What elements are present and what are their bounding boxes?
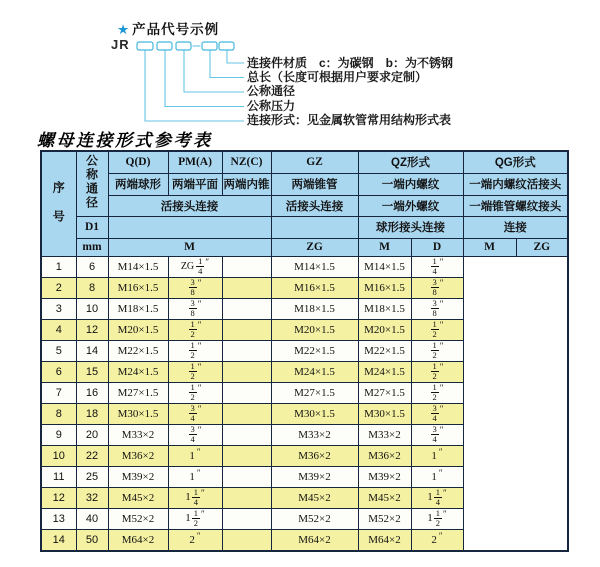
diagram-title-text: 产品代号示例 (132, 22, 220, 37)
cell-mm: 12 (76, 319, 108, 340)
cell-qz-d: M27×1.5 (271, 382, 358, 403)
cell-gz-thread: $\frac{3}{8}$ ″ (168, 277, 222, 298)
table-row (41, 424, 568, 445)
nut-connection-table (40, 150, 569, 552)
cell-qz-m (222, 445, 271, 466)
cell-qg-zg: $\frac{1}{2}$ ″ (411, 340, 463, 361)
cell-gz-thread: $\frac{1}{2}$ ″ (168, 319, 222, 340)
cell-gz-thread: $\frac{3}{4}$ ″ (168, 403, 222, 424)
cell-mm: 6 (76, 256, 108, 277)
header-pm: PM(A) (168, 151, 222, 173)
cell-qg-zg: $\frac{1}{2}$ ″ (411, 361, 463, 382)
cell-qg-m: M36×2 (358, 445, 411, 466)
cell-qg-m: M14×1.5 (358, 256, 411, 277)
cell-gz-thread: 1 $\frac{1}{4}$ ″ (168, 487, 222, 508)
cell-qz-d: M16×1.5 (271, 277, 358, 298)
cell-thread-m: M22×1.5 (108, 340, 168, 361)
cell-qz-m (222, 403, 271, 424)
cell-seq: 6 (41, 361, 76, 382)
table-row (41, 403, 568, 424)
table-row (41, 529, 568, 551)
cell-qg-zg: 2 ″ (411, 529, 463, 551)
code-label-material: 连接件材质 c：为碳钢 b：为不锈钢 (247, 56, 454, 70)
header-q: Q(D) (108, 151, 168, 173)
header-qz-row3: 球形接头连接 (358, 216, 463, 238)
cell-gz-thread: 1 $\frac{1}{2}$ ″ (168, 508, 222, 529)
cell-thread-m: M36×2 (108, 445, 168, 466)
cell-qz-d: M52×2 (271, 508, 358, 529)
cell-qg-zg: $\frac{3}{4}$ ″ (411, 403, 463, 424)
code-box-3 (176, 42, 191, 50)
cell-mm: 32 (76, 487, 108, 508)
cell-seq: 13 (41, 508, 76, 529)
diagram-title (117, 18, 219, 38)
code-label-length: 总长（长度可根据用户要求定制） (247, 70, 428, 84)
header-nz: NZ(C) (222, 151, 271, 173)
cell-mm: 20 (76, 424, 108, 445)
cell-qz-m (222, 298, 271, 319)
cell-qg-m: M33×2 (358, 424, 411, 445)
cell-thread-m: M18×1.5 (108, 298, 168, 319)
header-nominal-diameter: 公称通径 (76, 151, 108, 216)
header-qz-row1: 一端内螺纹 (358, 173, 463, 195)
code-box-1 (137, 42, 153, 50)
code-label-diameter: 公称通径 (247, 84, 296, 98)
header-gz: GZ (271, 151, 358, 173)
header-m-wide: M (108, 238, 271, 256)
header-gz-desc: 两端锥管 (271, 173, 358, 195)
cell-thread-m: M45×2 (108, 487, 168, 508)
cell-gz-thread: $\frac{1}{2}$ ″ (168, 340, 222, 361)
cell-qg-m: M30×1.5 (358, 403, 411, 424)
header-zg: ZG (271, 238, 358, 256)
cell-gz-thread: 2 ″ (168, 529, 222, 551)
cell-qz-m (222, 256, 271, 277)
cell-qz-d: M36×2 (271, 445, 358, 466)
cell-qz-m (222, 487, 271, 508)
cell-gz-thread: $\frac{3}{8}$ ″ (168, 298, 222, 319)
cell-qz-d: M14×1.5 (271, 256, 358, 277)
cell-mm: 50 (76, 529, 108, 551)
cell-qg-zg: $\frac{3}{8}$ ″ (411, 277, 463, 298)
cell-mm: 22 (76, 445, 108, 466)
cell-mm: 18 (76, 403, 108, 424)
header-d1: D1 (76, 216, 108, 238)
header-q-desc: 两端球形 (108, 173, 168, 195)
code-label-connection: 连接形式：见金属软管常用结构形式表 (247, 113, 452, 127)
cell-qz-d: M39×2 (271, 466, 358, 487)
code-label-pressure: 公称压力 (247, 99, 296, 113)
table-row (41, 361, 568, 382)
cell-gz-thread: ZG $\frac{1}{4}$ ″ (168, 256, 222, 277)
cell-thread-m: M20×1.5 (108, 319, 168, 340)
cell-qg-zg: 1 $\frac{1}{4}$ ″ (411, 487, 463, 508)
cell-qz-m (222, 382, 271, 403)
cell-qg-m: M22×1.5 (358, 340, 411, 361)
header-empty-1 (108, 216, 271, 238)
cell-thread-m: M33×2 (108, 424, 168, 445)
cell-qg-m: M18×1.5 (358, 298, 411, 319)
cell-qg-zg: 1 ″ (411, 466, 463, 487)
table-row (41, 508, 568, 529)
header-nz-desc: 两端内锥 (222, 173, 271, 195)
header-qz-d: D (411, 238, 463, 256)
cell-qg-zg: 1 ″ (411, 445, 463, 466)
cell-mm: 15 (76, 361, 108, 382)
cell-qz-m (222, 529, 271, 551)
cell-qz-m (222, 340, 271, 361)
cell-qg-zg: $\frac{1}{4}$ ″ (411, 256, 463, 277)
cell-qz-d: M33×2 (271, 424, 358, 445)
cell-gz-thread: 1 ″ (168, 445, 222, 466)
cell-qg-m: M39×2 (358, 466, 411, 487)
cell-seq: 11 (41, 466, 76, 487)
cell-seq: 10 (41, 445, 76, 466)
table-row (41, 487, 568, 508)
header-qg-row2: 一端锥管螺纹接头 (463, 195, 568, 216)
header-mm: mm (76, 238, 108, 256)
header-qg-row1: 一端内螺纹活接头 (463, 173, 568, 195)
table-row (41, 466, 568, 487)
product-code-prefix: JR (111, 37, 130, 52)
cell-qz-m (222, 277, 271, 298)
cell-qz-d: M22×1.5 (271, 340, 358, 361)
cell-seq: 14 (41, 529, 76, 551)
cell-gz-thread: 1 ″ (168, 466, 222, 487)
header-qg-type: QG形式 (463, 151, 568, 173)
table-row (41, 277, 568, 298)
header-qz-type: QZ形式 (358, 151, 463, 173)
cell-seq: 2 (41, 277, 76, 298)
cell-seq: 12 (41, 487, 76, 508)
cell-thread-m: M39×2 (108, 466, 168, 487)
cell-qz-d: M30×1.5 (271, 403, 358, 424)
cell-seq: 3 (41, 298, 76, 319)
cell-qg-m: M64×2 (358, 529, 411, 551)
cell-qz-m (222, 361, 271, 382)
cell-gz-thread: $\frac{1}{2}$ ″ (168, 382, 222, 403)
cell-thread-m: M16×1.5 (108, 277, 168, 298)
cell-mm: 14 (76, 340, 108, 361)
header-qg-zg: ZG (516, 238, 568, 256)
cell-qz-m (222, 319, 271, 340)
table-row (41, 445, 568, 466)
cell-thread-m: M52×2 (108, 508, 168, 529)
header-empty-2 (271, 216, 358, 238)
cell-qg-m: M20×1.5 (358, 319, 411, 340)
cell-qg-zg: $\frac{1}{2}$ ″ (411, 382, 463, 403)
cell-qg-zg: $\frac{3}{8}$ ″ (411, 298, 463, 319)
cell-qz-d: M64×2 (271, 529, 358, 551)
cell-thread-m: M30×1.5 (108, 403, 168, 424)
header-pm-desc: 两端平面 (168, 173, 222, 195)
star-icon: ★ (117, 22, 131, 37)
cell-seq: 9 (41, 424, 76, 445)
cell-qz-d: M45×2 (271, 487, 358, 508)
cell-qz-d: M24×1.5 (271, 361, 358, 382)
header-union-connect: 活接头连接 (108, 195, 271, 216)
cell-qz-m (222, 466, 271, 487)
cell-qg-zg: 1 $\frac{1}{2}$ ″ (411, 508, 463, 529)
cell-seq: 8 (41, 403, 76, 424)
code-box-4 (202, 42, 217, 50)
cell-seq: 5 (41, 340, 76, 361)
code-box-2 (157, 42, 172, 50)
cell-gz-thread: $\frac{1}{2}$ ″ (168, 361, 222, 382)
cell-thread-m: M64×2 (108, 529, 168, 551)
cell-qz-d: M18×1.5 (271, 298, 358, 319)
table-body (41, 256, 568, 551)
cell-qz-d: M20×1.5 (271, 319, 358, 340)
cell-qg-m: M52×2 (358, 508, 411, 529)
cell-seq: 1 (41, 256, 76, 277)
header-qz-row2: 一端外螺纹 (358, 195, 463, 216)
table-row (41, 382, 568, 403)
code-box-5 (219, 42, 234, 50)
cell-seq: 7 (41, 382, 76, 403)
table-row (41, 340, 568, 361)
header-union-connect-gz: 活接头连接 (271, 195, 358, 216)
cell-qz-m (222, 424, 271, 445)
cell-mm: 25 (76, 466, 108, 487)
cell-thread-m: M24×1.5 (108, 361, 168, 382)
table-row (41, 319, 568, 340)
cell-thread-m: M27×1.5 (108, 382, 168, 403)
cell-qg-m: M45×2 (358, 487, 411, 508)
header-qg-m: M (463, 238, 516, 256)
cell-gz-thread: $\frac{3}{4}$ ″ (168, 424, 222, 445)
cell-mm: 8 (76, 277, 108, 298)
cell-qg-zg: $\frac{3}{4}$ ″ (411, 424, 463, 445)
cell-qg-m: M27×1.5 (358, 382, 411, 403)
cell-qg-m: M24×1.5 (358, 361, 411, 382)
cell-qg-m: M16×1.5 (358, 277, 411, 298)
cell-qg-zg: $\frac{1}{2}$ ″ (411, 319, 463, 340)
cell-seq: 4 (41, 319, 76, 340)
header-qz-m: M (358, 238, 411, 256)
cell-mm: 40 (76, 508, 108, 529)
header-seq: 序号 (41, 151, 76, 256)
cell-thread-m: M14×1.5 (108, 256, 168, 277)
table-row (41, 256, 568, 277)
cell-qz-m (222, 508, 271, 529)
table-title: 螺母连接形式参考表 (37, 131, 213, 151)
cell-mm: 10 (76, 298, 108, 319)
header-qg-row3: 连接 (463, 216, 568, 238)
cell-mm: 16 (76, 382, 108, 403)
table-row (41, 298, 568, 319)
